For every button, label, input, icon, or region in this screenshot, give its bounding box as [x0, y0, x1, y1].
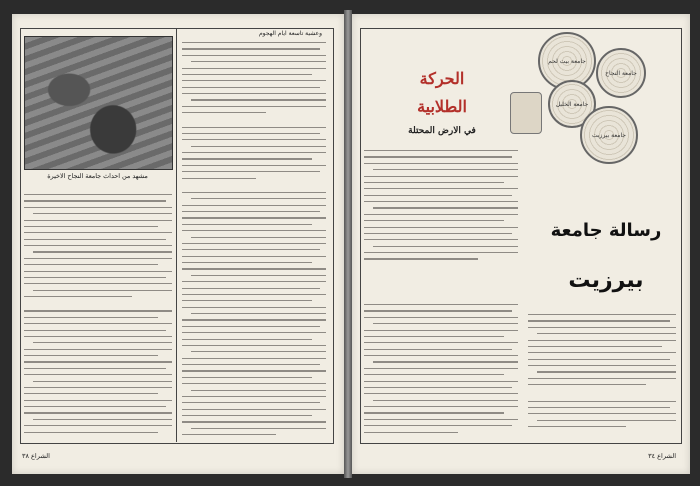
intro-text — [364, 150, 518, 280]
seal-bethlehem: جامعة بيت لحم — [538, 32, 596, 90]
seal-hebron: جامعة الخليل — [548, 80, 596, 128]
seal-najah: جامعة النجاح — [596, 48, 646, 98]
heading-line1: الحركة — [419, 69, 465, 88]
lower-left-text — [364, 304, 518, 440]
left-page-folio: الشراع ٣٨ — [22, 452, 50, 460]
left-column-divider — [176, 28, 177, 442]
right-column-text — [182, 42, 326, 436]
news-photo — [24, 36, 173, 170]
lower-right-text — [528, 314, 676, 440]
feature-title-line1: رسالة جامعة — [550, 220, 662, 241]
heading-line2: الطلابية — [417, 97, 467, 116]
seal-birzeit: جامعة بيرزيت — [580, 106, 638, 164]
left-page — [12, 14, 344, 474]
book-spine — [344, 10, 352, 478]
photo-caption: مشهد من احداث جامعة النجاح الاخيرة — [47, 172, 148, 180]
opening-line: وعشية تاسعة ايام الهجوم — [258, 30, 322, 37]
emblem-icon — [510, 92, 542, 134]
right-page — [352, 14, 690, 474]
right-page-folio: الشراع ٣٤ — [648, 452, 676, 460]
left-column-text — [24, 194, 172, 436]
heading-line3: في الارض المحتلة — [408, 126, 476, 136]
feature-title-line2: بيرزيت — [568, 268, 644, 293]
